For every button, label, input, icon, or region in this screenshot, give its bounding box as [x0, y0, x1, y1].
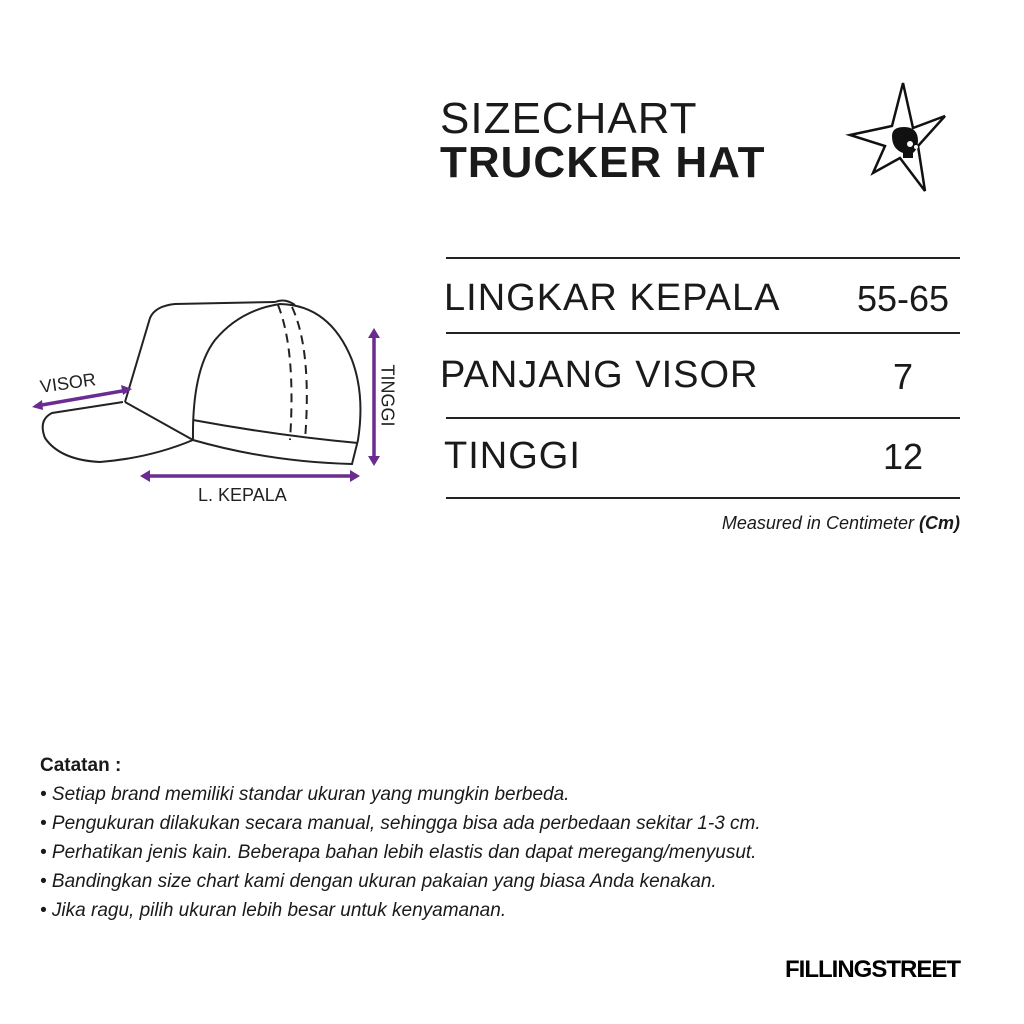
title-line-2: TRUCKER HAT [440, 138, 766, 187]
star-skull-icon [845, 78, 950, 196]
trucker-hat-diagram [0, 0, 420, 520]
note-item: • Bandingkan size chart kami dengan ukuran pakaian yang biasa Anda kenakan. [40, 871, 717, 892]
row-label-visor-length: PANJANG VISOR [440, 354, 759, 396]
notes-heading: Catatan : [40, 755, 122, 776]
height-label: TINGGI [377, 364, 398, 427]
row-label-head-circumference: LINGKAR KEPALA [444, 277, 781, 319]
visor-label: VISOR [38, 369, 98, 397]
brand-logo: FILLINGSTREET [785, 956, 960, 983]
unit-abbr: (Cm) [919, 513, 960, 533]
note-item: • Setiap brand memiliki standar ukuran yang mungkin berbeda. [40, 784, 570, 805]
row-label-height: TINGGI [444, 435, 581, 477]
row-value-visor-length: 7 [892, 356, 914, 397]
note-item: • Jika ragu, pilih ukuran lebih besar untuk kenyamanan. [40, 900, 507, 921]
unit-note-text: Measured in Centimeter [721, 513, 914, 533]
table-divider [446, 332, 960, 334]
title-line-1: SIZECHART [440, 94, 698, 143]
table-divider [446, 257, 960, 259]
head-width-label: L. KEPALA [198, 485, 287, 505]
note-item: • Pengukuran dilakukan secara manual, sehingga bisa ada perbedaan sekitar 1-3 cm. [40, 813, 761, 834]
note-item: • Perhatikan jenis kain. Beberapa bahan lebih elastis dan dapat meregang/menyusut. [40, 842, 757, 863]
row-value-head-circumference: 55-65 [856, 278, 950, 319]
row-value-height: 12 [882, 436, 924, 477]
unit-note [722, 513, 960, 534]
table-divider [446, 417, 960, 419]
table-divider [446, 497, 960, 499]
